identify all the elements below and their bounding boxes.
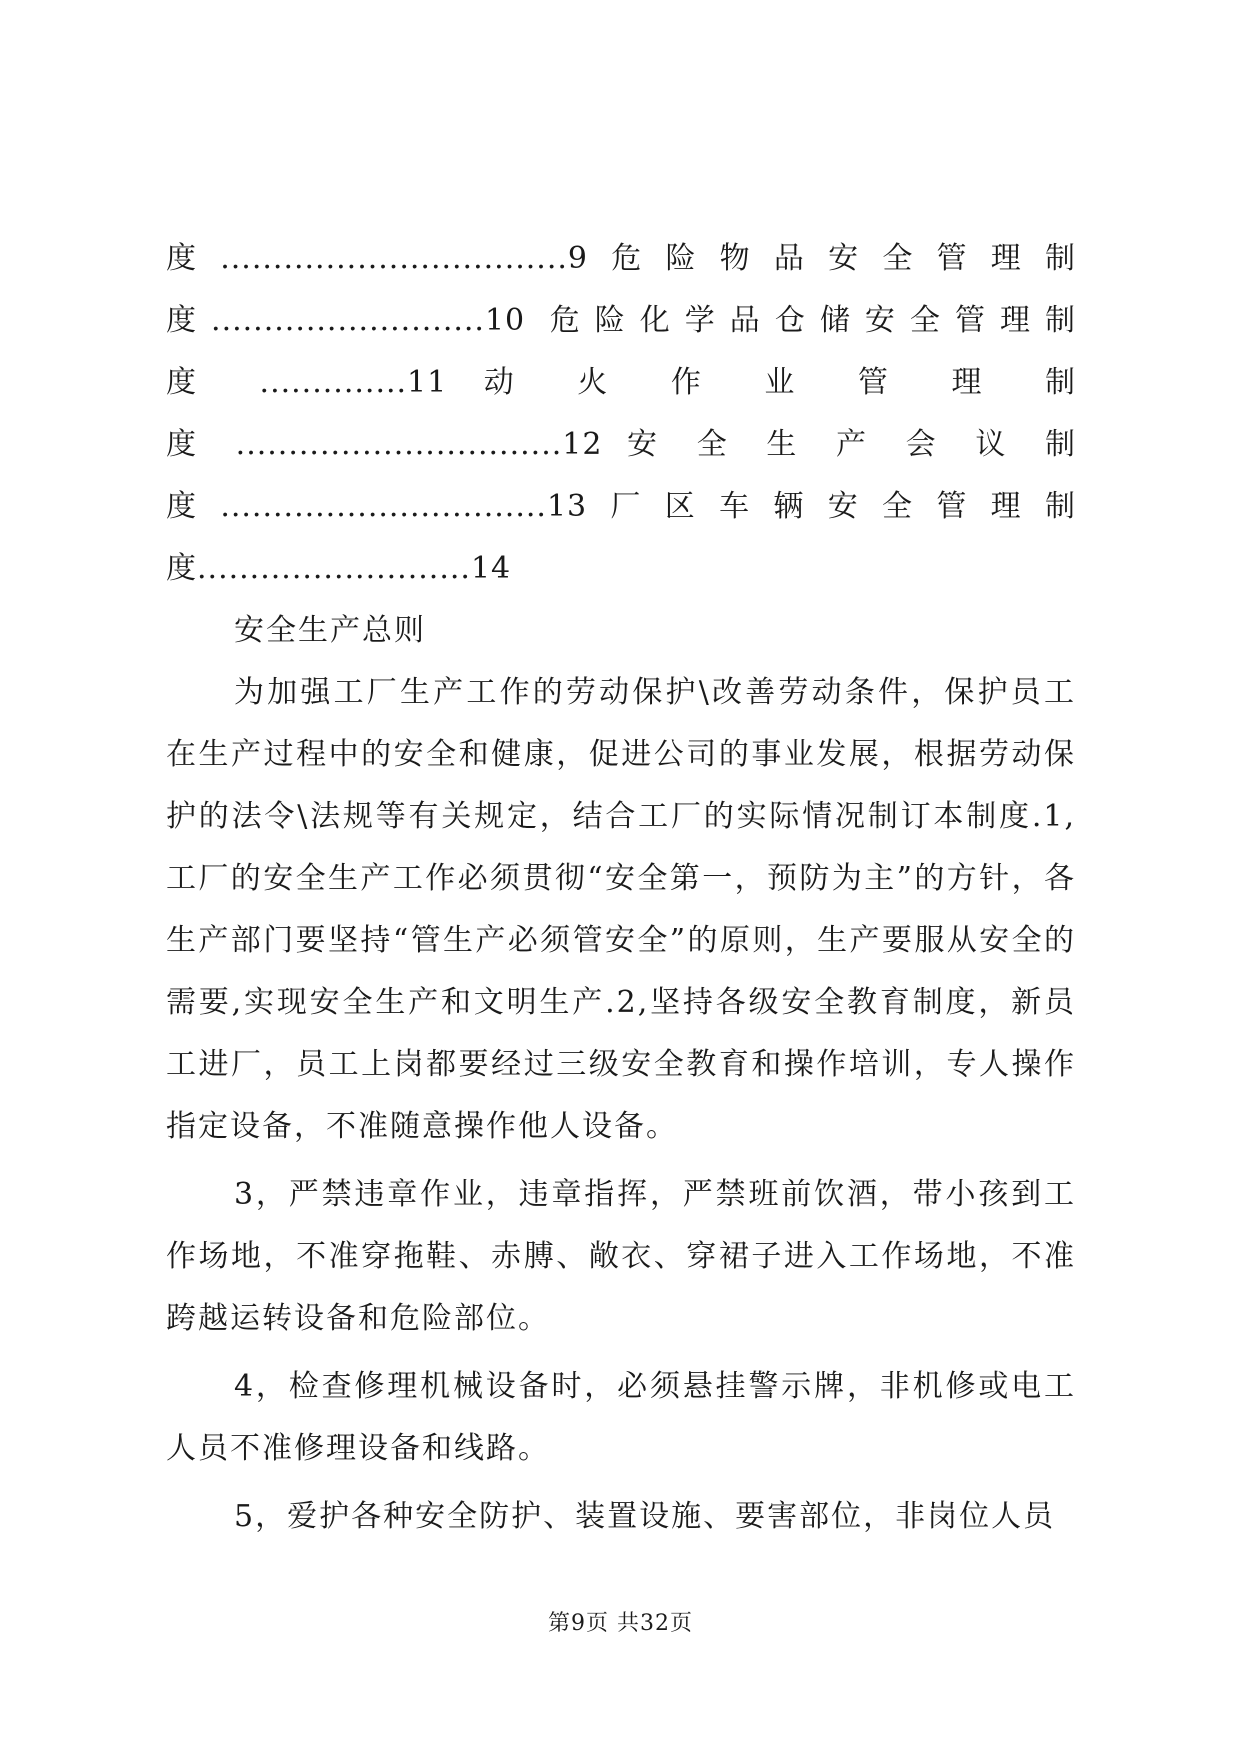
section-heading: 安全生产总则 — [234, 613, 426, 648]
paragraph: 4，检查修理机械设备时，必须悬挂警示牌，非机修或电工人员不准修理设备和线路。 — [166, 1369, 1076, 1466]
toc-line: 度...............................13厂区车辆安全管理制 — [166, 489, 1076, 524]
paragraph: 5，爱护各种安全防护、装置设施、要害部位，非岗位人员 — [234, 1499, 1056, 1534]
toc-line: 度..........................10 危险化学品仓储安全管理制 — [166, 303, 1076, 338]
section-body — [166, 600, 1076, 1554]
toc-line: 度 ..............11 动 火 作 业 管 理 制 — [166, 365, 1076, 400]
table-of-contents — [166, 228, 1076, 600]
page-footer: 第9页 共32页 — [548, 1611, 693, 1636]
toc-line: 度.................................9危险物品安全管理制 — [166, 241, 1076, 276]
toc-line: 度 ...............................12 安 全 生 产 会 议 制 — [166, 427, 1076, 462]
toc-line: 度..........................14 — [166, 551, 512, 586]
paragraph: 3，严禁违章作业，违章指挥，严禁班前饮酒，带小孩到工作场地，不准穿拖鞋、赤膊、敞衣、穿裙子进入工作场地，不准跨越运转设备和危险部位。 — [166, 1177, 1076, 1336]
paragraph: 为加强工厂生产工作的劳动保护\改善劳动条件，保护员工在生产过程中的安全和健康，促进公司的事业发展，根据劳动保护的法令\法规等有关规定，结合工厂的实际情况制订本制度.1,工厂的安全生产工作必须贯彻“安全第一，预防为主”的方针，各生产部门要坚持“管生产必须管安全”的原则，生产要服从安全的需要,实现安全生产和文明生产.2,坚持各级安全教育制度，新员工进厂，员工上岗都要经过三级安全教育和操作培训，专人操作指定设备，不准随意操作他人设备。 — [166, 675, 1076, 1144]
